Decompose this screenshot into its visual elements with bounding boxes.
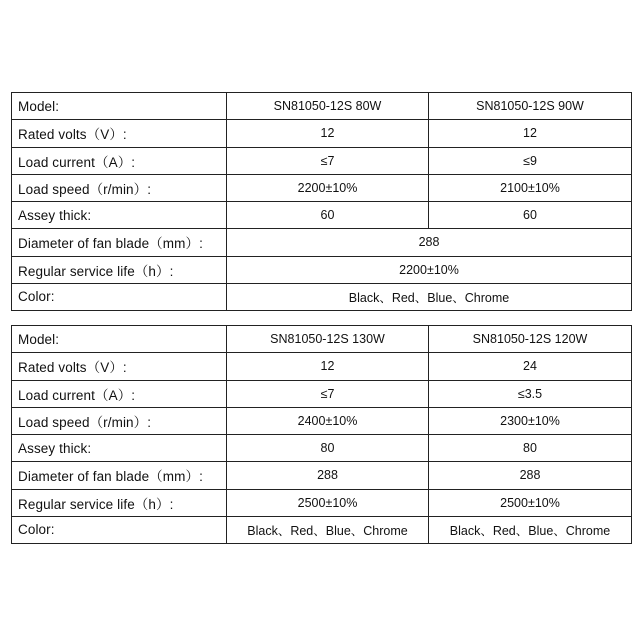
table-row xyxy=(12,353,632,380)
table-row xyxy=(12,174,632,201)
row-label: Rated volts（V）: xyxy=(12,353,227,380)
cell-value: ≤3.5 xyxy=(429,380,632,407)
table-row xyxy=(12,229,632,256)
cell-value: Black、Red、Blue、Chrome xyxy=(429,516,632,543)
cell-value: 80 xyxy=(227,435,429,462)
row-label: Diameter of fan blade（mm）: xyxy=(12,229,227,256)
cell-value: SN81050-12S 80W xyxy=(227,93,429,120)
row-label: Regular service life（h）: xyxy=(12,489,227,516)
cell-value: 288 xyxy=(227,462,429,489)
table-row xyxy=(12,283,632,310)
cell-value: 2500±10% xyxy=(227,489,429,516)
row-label: Color: xyxy=(12,283,227,310)
row-label: Assey thick: xyxy=(12,202,227,229)
merged-cell-value: 2200±10% xyxy=(227,256,632,283)
row-label: Load current（A）: xyxy=(12,147,227,174)
table-row xyxy=(12,489,632,516)
cell-value: SN81050-12S 130W xyxy=(227,326,429,353)
cell-value: 12 xyxy=(227,120,429,147)
row-label: Regular service life（h）: xyxy=(12,256,227,283)
row-label: Load speed（r/min）: xyxy=(12,174,227,201)
row-label: Load speed（r/min）: xyxy=(12,407,227,434)
cell-value: 288 xyxy=(429,462,632,489)
row-label: Load current（A）: xyxy=(12,380,227,407)
row-label: Diameter of fan blade（mm）: xyxy=(12,462,227,489)
spec-table-1 xyxy=(11,92,632,311)
table-row xyxy=(12,120,632,147)
cell-value: ≤7 xyxy=(227,380,429,407)
cell-value: 2400±10% xyxy=(227,407,429,434)
table-row xyxy=(12,256,632,283)
cell-value: 2200±10% xyxy=(227,174,429,201)
cell-value: 12 xyxy=(227,353,429,380)
cell-value: Black、Red、Blue、Chrome xyxy=(227,516,429,543)
cell-value: 60 xyxy=(227,202,429,229)
table-row xyxy=(12,462,632,489)
cell-value: 12 xyxy=(429,120,632,147)
table-row xyxy=(12,516,632,543)
row-label: Color: xyxy=(12,516,227,543)
table-row xyxy=(12,202,632,229)
cell-value: SN81050-12S 90W xyxy=(429,93,632,120)
table-row xyxy=(12,407,632,434)
cell-value: ≤9 xyxy=(429,147,632,174)
table-row xyxy=(12,380,632,407)
table-row xyxy=(12,435,632,462)
cell-value: 2500±10% xyxy=(429,489,632,516)
cell-value: 80 xyxy=(429,435,632,462)
cell-value: SN81050-12S 120W xyxy=(429,326,632,353)
cell-value: ≤7 xyxy=(227,147,429,174)
merged-cell-value: 288 xyxy=(227,229,632,256)
cell-value: 2100±10% xyxy=(429,174,632,201)
row-label: Model: xyxy=(12,93,227,120)
cell-value: 24 xyxy=(429,353,632,380)
row-label: Model: xyxy=(12,326,227,353)
row-label: Rated volts（V）: xyxy=(12,120,227,147)
table-row xyxy=(12,93,632,120)
cell-value: 60 xyxy=(429,202,632,229)
table-row xyxy=(12,326,632,353)
merged-cell-value: Black、Red、Blue、Chrome xyxy=(227,283,632,310)
table-row xyxy=(12,147,632,174)
spec-table-2 xyxy=(11,325,632,544)
row-label: Assey thick: xyxy=(12,435,227,462)
cell-value: 2300±10% xyxy=(429,407,632,434)
